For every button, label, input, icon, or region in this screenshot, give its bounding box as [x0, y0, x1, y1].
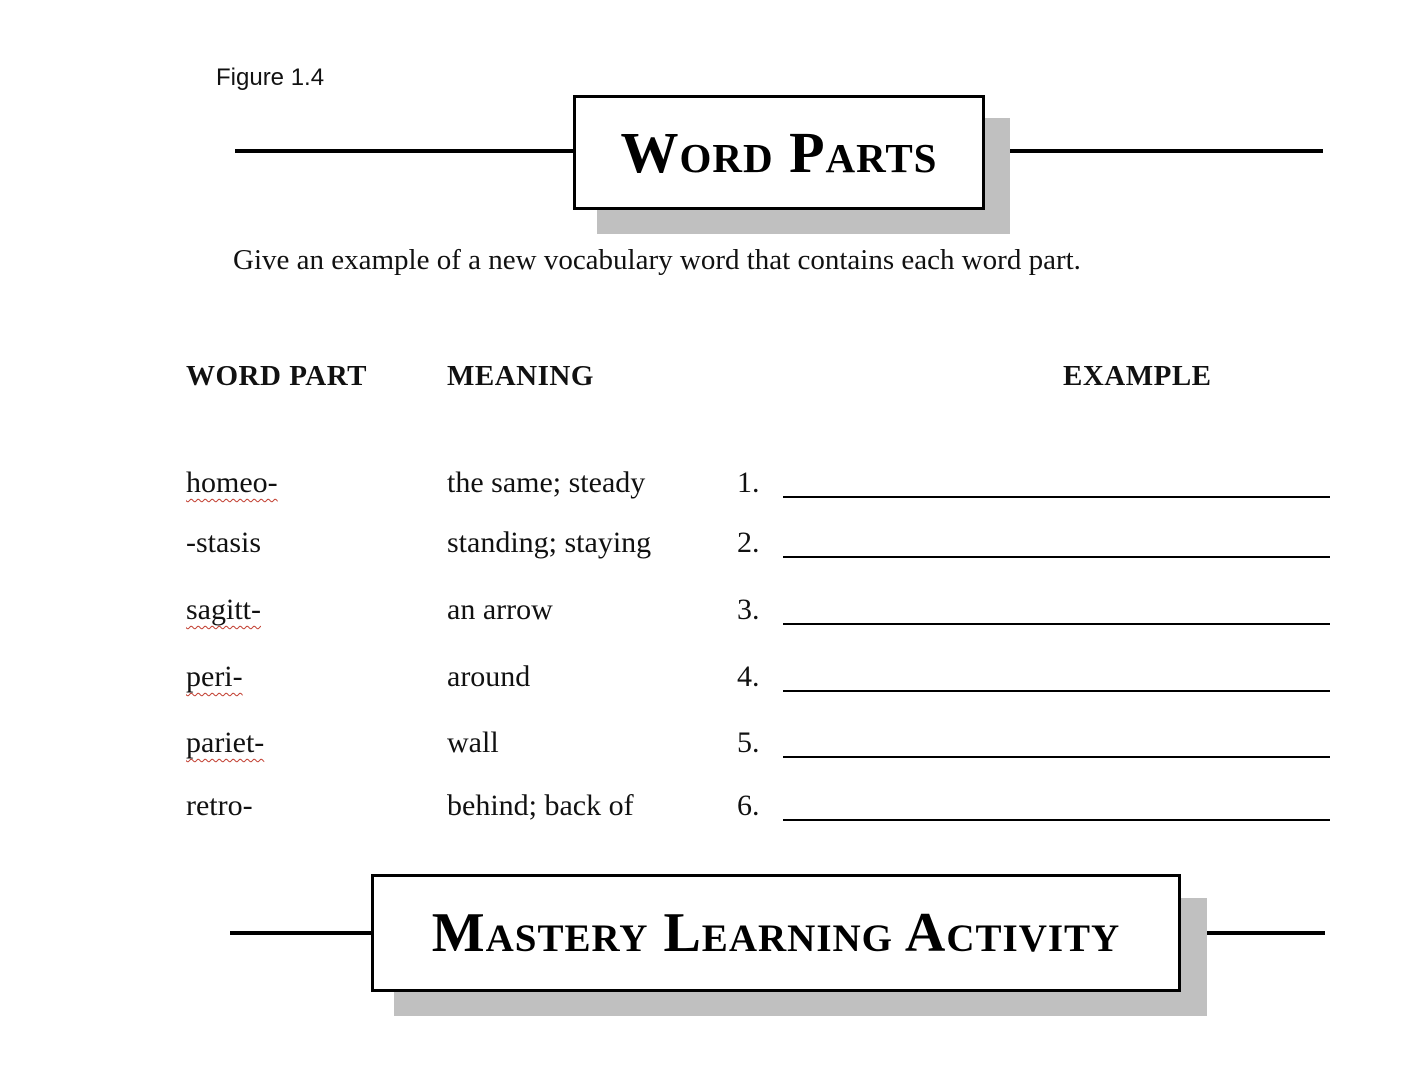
footer-rule-left	[230, 931, 373, 935]
meaning-2: standing; staying	[447, 526, 652, 559]
word-part-6: retro-	[186, 789, 253, 822]
instructions: Give an example of a new vocabulary word that contains each word part.	[233, 244, 1081, 276]
word-part-3: sagitt-	[186, 593, 261, 626]
word-part-1: homeo-	[186, 466, 278, 499]
answer-line-4[interactable]	[783, 690, 1330, 692]
number-4: 4.	[737, 660, 760, 693]
word-part-5: pariet-	[186, 726, 265, 759]
word-part-4: peri-	[186, 660, 243, 693]
header-example: EXAMPLE	[1063, 360, 1212, 392]
meaning-6: behind; back of	[447, 789, 634, 822]
word-part-2: -stasis	[186, 526, 261, 559]
answer-line-1[interactable]	[783, 496, 1330, 498]
footer-title: Mastery Learning Activity	[371, 874, 1181, 992]
number-1: 1.	[737, 466, 760, 499]
meaning-3: an arrow	[447, 593, 553, 626]
figure-label: Figure 1.4	[216, 64, 325, 91]
meaning-4: around	[447, 660, 531, 693]
number-3: 3.	[737, 593, 760, 626]
answer-line-5[interactable]	[783, 756, 1330, 758]
title-rule-right	[983, 149, 1323, 153]
number-2: 2.	[737, 526, 760, 559]
answer-line-2[interactable]	[783, 556, 1330, 558]
page-title: Word Parts	[573, 95, 985, 210]
header-word-part: WORD PART	[186, 360, 367, 392]
title-rule-left	[235, 149, 575, 153]
answer-line-6[interactable]	[783, 819, 1330, 821]
meaning-5: wall	[447, 726, 499, 759]
answer-line-3[interactable]	[783, 623, 1330, 625]
meaning-1: the same; steady	[447, 466, 646, 499]
header-meaning: MEANING	[447, 360, 594, 392]
number-6: 6.	[737, 789, 760, 822]
number-5: 5.	[737, 726, 760, 759]
